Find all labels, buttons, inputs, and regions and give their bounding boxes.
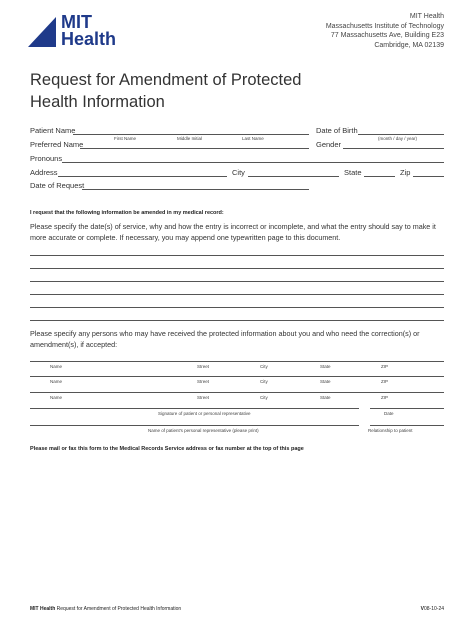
dob-field[interactable] [358, 134, 444, 135]
dob-label: Date of Birth [316, 126, 358, 135]
recipient-name-col: Name [50, 395, 63, 400]
gender-field[interactable] [343, 148, 444, 149]
recipient-line[interactable] [30, 392, 444, 393]
last-name-sublabel: Last Name [242, 136, 264, 141]
representative-name-field[interactable] [30, 425, 359, 426]
representative-name-label: Name of patient's personal representative (please print) [148, 428, 259, 433]
signature-date-field[interactable] [370, 408, 444, 409]
recipient-city-col: City [260, 395, 268, 400]
address-label: Address [30, 168, 58, 177]
recipient-state-col: State [320, 395, 331, 400]
middle-initial-sublabel: Middle Initial [177, 136, 203, 141]
logo-text [61, 14, 116, 48]
footer-title: Request for Amendment of Protected Health Information [55, 606, 182, 612]
instructions-dates: Please specify the date(s) of service, why and how the entry is incorrect or incomplete, and what the entry should say to make it more accurate or complete. If necessary, you may append one typewritten page to this document. [30, 222, 436, 242]
date-of-request-label: Date of Request [30, 181, 85, 190]
date-of-request-field[interactable] [82, 189, 309, 190]
mail-instructions: Please mail or fax this form to the Medical Records Service address or fax number at the top of this page [30, 446, 304, 452]
request-heading: I request that the following information be amended in my medical record: [30, 210, 224, 216]
pronouns-label: Pronouns [30, 154, 63, 163]
signature-field[interactable] [30, 408, 359, 409]
recipient-street-col: Street [197, 395, 210, 400]
amendment-line[interactable] [30, 281, 444, 282]
relationship-field[interactable] [370, 425, 444, 426]
address-line: Massachusetts Institute of Technology [325, 22, 444, 30]
city-label: City [232, 168, 245, 177]
patient-name-field[interactable] [73, 134, 309, 135]
recipient-line[interactable] [30, 361, 444, 362]
recipient-city-col: City [260, 364, 268, 369]
amendment-line[interactable] [30, 268, 444, 269]
recipient-zip-col: ZIP [381, 364, 389, 369]
logo-line-2: Health [61, 29, 117, 49]
address-line: 77 Massachusetts Ave, Building E23 [330, 32, 444, 39]
instructions-recipients: Please specify any persons who may have received the protected information about you and who need the correction(s) or amendment(s), if accepted: [30, 329, 420, 349]
zip-field[interactable] [413, 176, 444, 177]
logo-line-1: MIT [61, 12, 92, 32]
gender-label: Gender [316, 140, 342, 149]
state-label: State [344, 168, 362, 177]
title-line-1: Request for Amendment of Protected [30, 71, 302, 89]
address-line: MIT Health [409, 13, 444, 20]
pronouns-field[interactable] [62, 162, 444, 163]
amendment-line[interactable] [30, 255, 444, 256]
amendment-line[interactable] [30, 320, 444, 321]
footer-version-prefix: V [420, 606, 424, 612]
state-field[interactable] [364, 176, 395, 177]
footer-left [30, 606, 181, 612]
preferred-name-field[interactable] [80, 148, 309, 149]
mit-health-logo-mark [28, 17, 57, 47]
patient-name-label: Patient Name [30, 126, 76, 135]
signature-label: Signature of patient or personal representative [158, 411, 251, 416]
footer-version-number: 08-10-24 [423, 606, 444, 612]
recipient-state-col: State [320, 379, 331, 384]
signature-date-label: Date [384, 411, 394, 416]
amendment-line[interactable] [30, 307, 444, 308]
preferred-name-label: Preferred Name [30, 140, 84, 149]
recipient-state-col: State [320, 364, 331, 369]
recipient-street-col: Street [197, 364, 210, 369]
recipient-zip-col: ZIP [381, 395, 389, 400]
first-name-sublabel: First Name [114, 136, 137, 141]
address-field[interactable] [58, 176, 227, 177]
amendment-line[interactable] [30, 294, 444, 295]
recipient-city-col: City [260, 379, 268, 384]
relationship-label: Relationship to patient [368, 428, 413, 433]
clinic-address [326, 12, 444, 50]
recipient-street-col: Street [197, 379, 210, 384]
recipient-name-col: Name [50, 364, 63, 369]
form-title [30, 69, 410, 113]
recipient-name-col: Name [50, 379, 63, 384]
recipient-zip-col: ZIP [381, 379, 389, 384]
footer-version [421, 606, 444, 612]
recipient-line[interactable] [30, 376, 444, 377]
zip-label: Zip [400, 168, 411, 177]
dob-format-sublabel: (month / day / year) [378, 136, 418, 141]
footer-brand: MIT Health [30, 606, 56, 612]
city-field[interactable] [248, 176, 339, 177]
address-line: Cambridge, MA 02139 [374, 41, 444, 49]
title-line-2: Health Information [30, 93, 165, 111]
